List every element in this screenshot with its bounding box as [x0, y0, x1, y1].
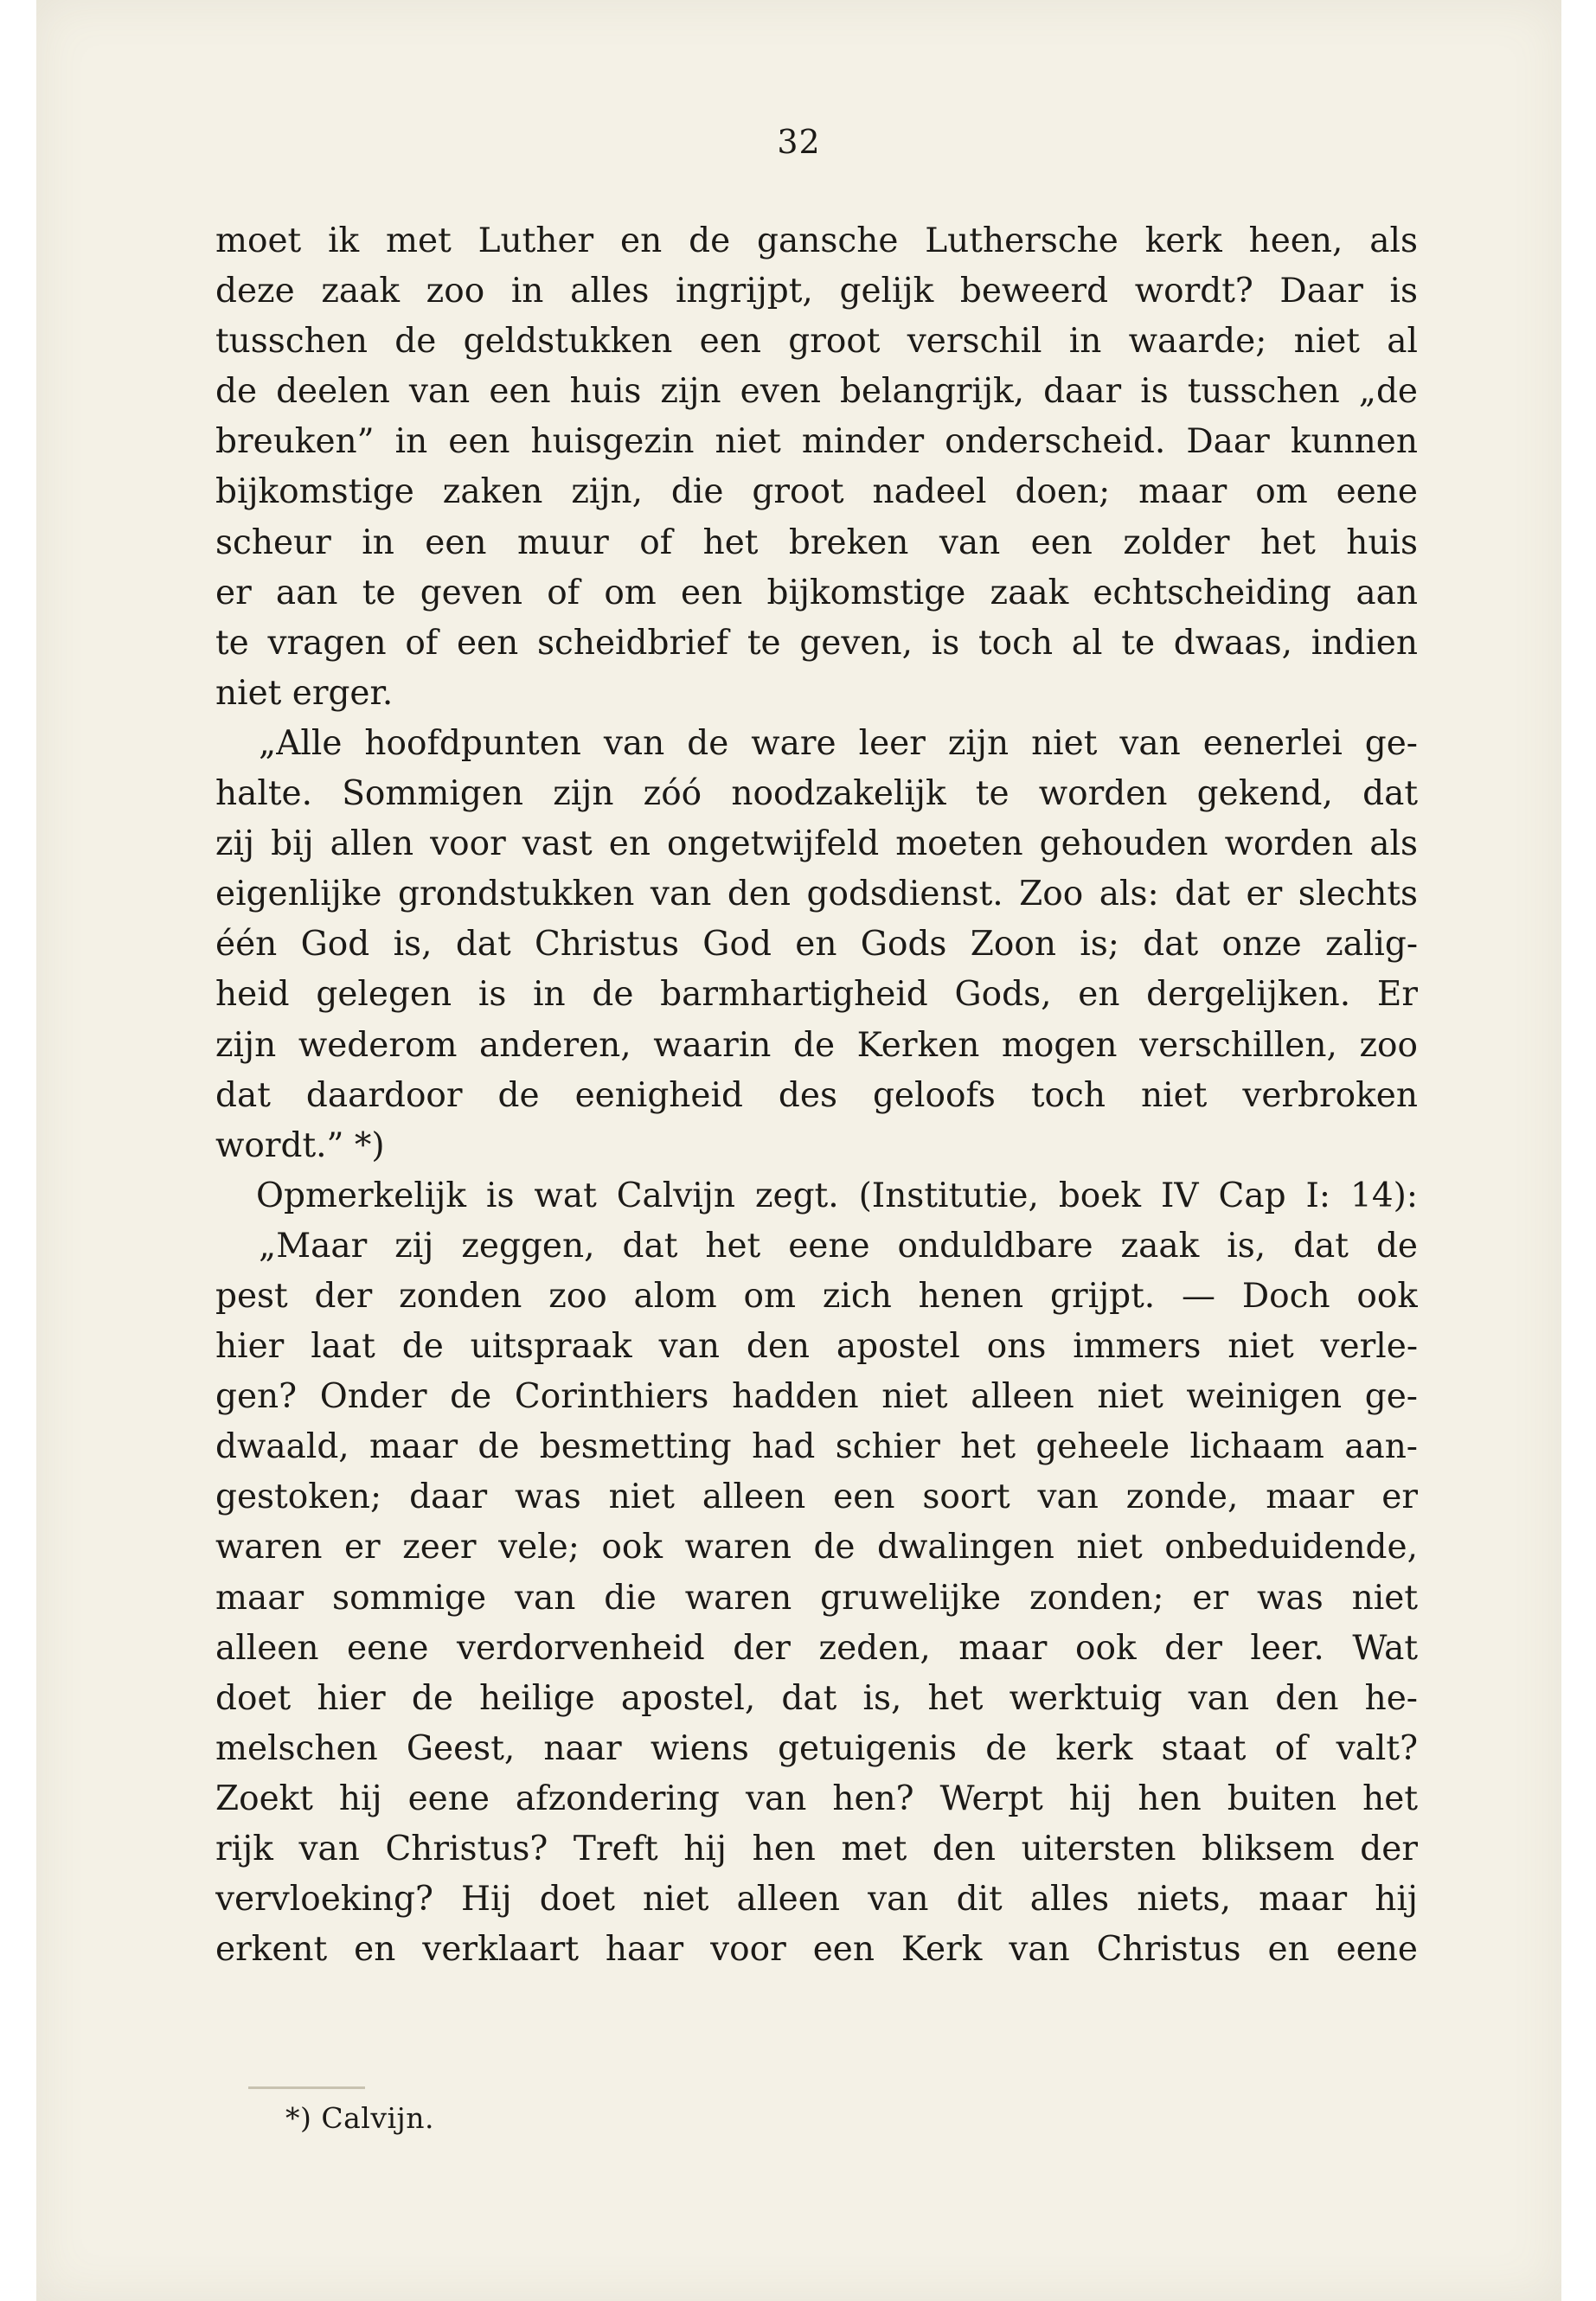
- text-line-6: bijkomstige zaken zijn, die groot nadeel doen; maar om eene: [215, 472, 1418, 512]
- text-line-15: één God is, dat Christus God en Gods Zoon is; dat onze zalig-: [215, 925, 1418, 965]
- text-line-12: halte. Sommigen zijn zóó noodzakelijk te worden gekend, dat: [215, 774, 1418, 814]
- text-line-19: wordt.” *): [215, 1125, 385, 1165]
- text-line-24: gen? Onder de Corinthiers hadden niet alleen niet weinigen ge-: [215, 1377, 1418, 1417]
- text-line-11: „Alle hoofdpunten van de ware leer zijn niet van eenerlei ge-: [259, 723, 1418, 763]
- text-line-10: niet erger.: [215, 673, 394, 713]
- text-line-18: dat daardoor de eenigheid des geloofs toch niet verbroken: [215, 1075, 1418, 1115]
- text-line-7: scheur in een muur of het breken van een zolder het huis: [215, 522, 1418, 562]
- text-line-29: alleen eene verdorvenheid der zeden, maar ook der leer. Wat: [215, 1628, 1418, 1668]
- text-line-35: erkent en verklaart haar voor een Kerk van Christus en eene: [215, 1930, 1418, 1970]
- body-text: [215, 216, 1418, 1975]
- text-line-13: zij bij allen voor vast en ongetwijfeld moeten gehouden worden als: [215, 824, 1418, 864]
- text-line-16: heid gelegen is in de barmhartigheid Gods, en dergelijken. Er: [215, 975, 1418, 1015]
- text-line-2: deze zaak zoo in alles ingrijpt, gelijk beweerd wordt? Daar is: [215, 272, 1418, 311]
- text-line-34: vervloeking? Hij doet niet alleen van dit alles niets, maar hij: [215, 1880, 1418, 1920]
- text-line-33: rijk van Christus? Treft hij hen met den uitersten bliksem der: [215, 1830, 1418, 1868]
- text-line-30: doet hier de heilige apostel, dat is, het werktuig van den he-: [215, 1678, 1418, 1718]
- page-number: 32: [777, 123, 821, 161]
- text-line-14: eigenlijke grondstukken van den godsdienst. Zoo als: dat er slechts: [215, 875, 1418, 914]
- text-line-17: zijn wederom anderen, waarin de Kerken mogen verschillen, zoo: [215, 1025, 1418, 1065]
- text-line-28: maar sommige van die waren gruwelijke zonden; er was niet: [215, 1578, 1418, 1618]
- text-line-8: er aan te geven of om een bijkomstige zaak echtscheiding aan: [215, 573, 1418, 612]
- text-line-31: melschen Geest, naar wiens getuigenis de kerk staat of valt?: [215, 1728, 1418, 1768]
- text-line-9: te vragen of een scheidbrief te geven, is toch al te dwaas, indien: [215, 623, 1418, 663]
- text-line-27: waren er zeer vele; ook waren de dwalingen niet onbeduidende,: [215, 1528, 1418, 1567]
- footnote: *) Calvijn.: [285, 2101, 435, 2135]
- text-line-32: Zoekt hij eene afzondering van hen? Werpt hij hen buiten het: [215, 1779, 1418, 1818]
- text-line-23: hier laat de uitspraak van den apostel ons immers niet verle-: [215, 1327, 1418, 1367]
- footnote-divider: [248, 2086, 365, 2089]
- text-line-3: tusschen de geldstukken een groot verschil in waarde; niet al: [215, 322, 1418, 362]
- text-line-20: Opmerkelijk is wat Calvijn zegt. (Institutie, boek IV Cap I: 14):: [256, 1176, 1418, 1215]
- text-line-21: „Maar zij zeggen, dat het eene onduldbare zaak is, dat de: [259, 1226, 1418, 1266]
- text-line-22: pest der zonden zoo alom om zich henen grijpt. — Doch ook: [215, 1276, 1418, 1316]
- text-line-25: dwaald, maar de besmetting had schier het geheele lichaam aan-: [215, 1427, 1418, 1467]
- text-line-5: breuken” in een huisgezin niet minder onderscheid. Daar kunnen: [215, 422, 1418, 462]
- text-line-4: de deelen van een huis zijn even belangrijk, daar is tusschen „de: [215, 372, 1418, 412]
- text-line-1: moet ik met Luther en de gansche Luthersche kerk heen, als: [215, 221, 1418, 260]
- text-line-26: gestoken; daar was niet alleen een soort van zonde, maar er: [215, 1477, 1418, 1517]
- book-page: [36, 0, 1561, 2301]
